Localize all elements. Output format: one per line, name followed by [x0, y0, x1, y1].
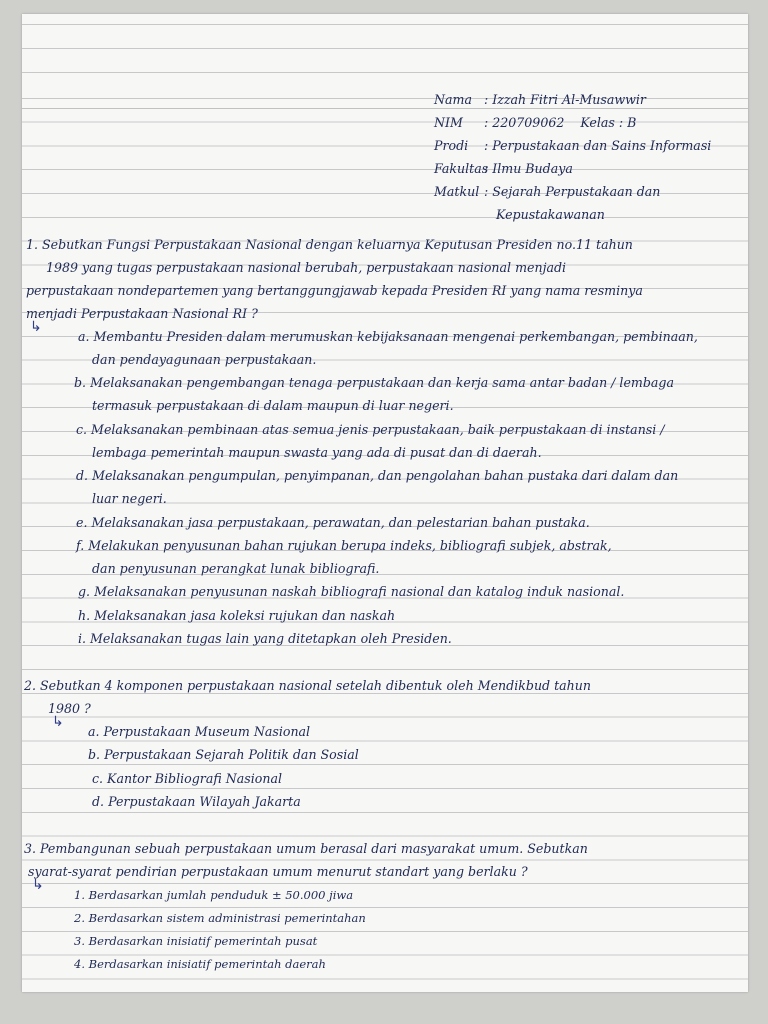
- answer-arrow-icon: ↳: [32, 877, 44, 893]
- q2-answer: c. Kantor Bibliografi Nasional: [92, 771, 282, 786]
- header-prodi-value: : Perpustakaan dan Sains Informasi: [484, 138, 712, 153]
- q3-answer: 1. Berdasarkan jumlah penduduk ± 50.000 jiwa: [74, 888, 354, 902]
- q1-answer: e. Melaksanakan jasa perpustakaan, perawatan, dan pelestarian bahan pustaka.: [76, 515, 590, 530]
- q2-answer: b. Perpustakaan Sejarah Politik dan Sosial: [88, 747, 359, 762]
- q2-line: 1980 ?: [48, 701, 91, 716]
- q1-answer: termasuk perpustakaan di dalam maupun di luar negeri.: [92, 398, 454, 413]
- header-matkul: [434, 184, 660, 200]
- q1-line: 1989 yang tugas perpustakaan nasional berubah, perpustakaan nasional menjadi: [46, 260, 567, 275]
- header-prodi-label: Prodi: [434, 138, 469, 153]
- q1-answer: a. Membantu Presiden dalam merumuskan kebijaksanaan mengenai perkembangan, pembinaan,: [78, 329, 698, 344]
- q3-answer: 2. Berdasarkan sistem administrasi pemerintahan: [74, 911, 366, 925]
- header-prodi: [434, 138, 711, 154]
- q1-answer: dan pendayagunaan perpustakaan.: [92, 352, 317, 367]
- header-kelas: Kelas : B: [580, 115, 637, 130]
- notebook-page: [22, 14, 748, 992]
- q1-answer: b. Melaksanakan pengembangan tenaga perpustakaan dan kerja sama antar badan / lembaga: [74, 375, 674, 390]
- header-fakultas-label: Fakultas: [434, 161, 489, 176]
- header-fakultas-value: : Ilmu Budaya: [484, 161, 573, 176]
- header-fakultas: [434, 161, 573, 177]
- q3-answer: 4. Berdasarkan inisiatif pemerintah daerah: [74, 957, 326, 971]
- answer-arrow-icon: ↳: [52, 714, 64, 730]
- header-nama-label: Nama: [434, 92, 472, 107]
- header-nim: [434, 115, 636, 131]
- header-matkul-label: Matkul: [434, 184, 480, 199]
- header-nama: [434, 92, 646, 108]
- header-matkul-value: : Sejarah Perpustakaan dan: [484, 184, 661, 199]
- q1-answer: f. Melakukan penyusunan bahan rujukan berupa indeks, bibliografi subjek, abstrak,: [76, 538, 612, 553]
- header-matkul-cont: Kepustakawanan: [496, 207, 605, 222]
- q2-answer: a. Perpustakaan Museum Nasional: [88, 724, 311, 739]
- q1-line: 1. Sebutkan Fungsi Perpustakaan Nasional dengan keluarnya Keputusan Presiden no.11 tahun: [26, 237, 633, 252]
- q1-answer: dan penyusunan perangkat lunak bibliografi.: [92, 561, 380, 576]
- q1-answer: g. Melaksanakan penyusunan naskah bibliografi nasional dan katalog induk nasional.: [78, 584, 625, 599]
- q1-answer: lembaga pemerintah maupun swasta yang ada di pusat dan di daerah.: [92, 445, 542, 460]
- q1-answer: h. Melaksanakan jasa koleksi rujukan dan naskah: [78, 608, 396, 623]
- header-nim-value: : 220709062: [484, 115, 565, 130]
- q1-line: perpustakaan nondepartemen yang bertanggungjawab kepada Presiden RI yang nama resminya: [26, 283, 643, 298]
- header-nama-value: : Izzah Fitri Al-Musawwir: [484, 92, 646, 107]
- q1-answer: i. Melaksanakan tugas lain yang ditetapkan oleh Presiden.: [78, 631, 452, 646]
- q1-answer: c. Melaksanakan pembinaan atas semua jenis perpustakaan, baik perpustakaan di instansi /: [76, 422, 665, 437]
- q1-answer: luar negeri.: [92, 491, 167, 506]
- q3-line: 3. Pembangunan sebuah perpustakaan umum berasal dari masyarakat umum. Sebutkan: [24, 841, 588, 856]
- q2-line: 2. Sebutkan 4 komponen perpustakaan nasional setelah dibentuk oleh Mendikbud tahun: [24, 678, 592, 693]
- answer-arrow-icon: ↳: [30, 319, 42, 335]
- q1-answer: d. Melaksanakan pengumpulan, penyimpanan, dan pengolahan bahan pustaka dari dalam dan: [76, 468, 679, 483]
- q3-line: syarat-syarat pendirian perpustakaan umum menurut standart yang berlaku ?: [28, 864, 528, 879]
- header-nim-label: NIM: [434, 115, 463, 130]
- q3-answer: 3. Berdasarkan inisiatif pemerintah pusat: [74, 934, 318, 948]
- q2-answer: d. Perpustakaan Wilayah Jakarta: [92, 794, 301, 809]
- q1-line: menjadi Perpustakaan Nasional RI ?: [26, 306, 258, 321]
